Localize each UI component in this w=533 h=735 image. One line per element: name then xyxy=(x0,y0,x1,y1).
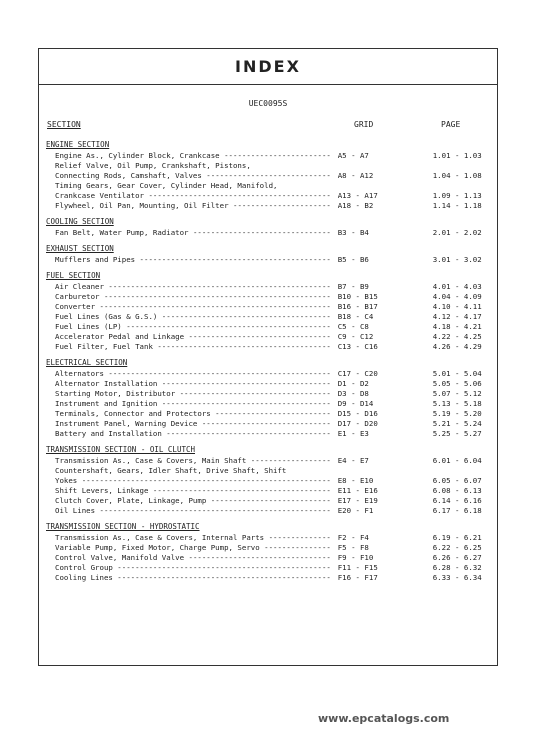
entry-page: 4.10 - 4.11 xyxy=(432,302,482,311)
entry-grid: A13 - A17 xyxy=(337,191,378,200)
index-row xyxy=(39,201,497,211)
entry-label: Cooling Lines ----- xyxy=(39,573,330,583)
entry-label: Control Valve, Manifold Valve ----- xyxy=(39,553,330,563)
entry-grid: E1 - E3 xyxy=(337,429,369,438)
entry-label: Mufflers and Pipes ----- xyxy=(39,255,330,265)
entry-grid: E20 - F1 xyxy=(337,506,374,515)
entry-page: 1.01 - 1.03 xyxy=(432,151,482,160)
index-row xyxy=(39,312,497,322)
entry-page: 5.25 - 5.27 xyxy=(432,429,482,438)
index-row xyxy=(39,409,497,419)
entry-page: 5.13 - 5.18 xyxy=(432,399,482,408)
index-row xyxy=(39,228,497,238)
section-heading: ELECTRICAL SECTION xyxy=(46,358,128,367)
entry-label: Control Group ----- xyxy=(39,563,330,573)
section-heading: COOLING SECTION xyxy=(46,217,114,226)
index-row xyxy=(39,282,497,292)
entry-page: 6.05 - 6.07 xyxy=(432,476,482,485)
index-row xyxy=(39,389,497,399)
index-row xyxy=(39,533,497,543)
entry-grid: D9 - D14 xyxy=(337,399,374,408)
index-row xyxy=(39,369,497,379)
entry-grid: A18 - B2 xyxy=(337,201,374,210)
index-row xyxy=(39,191,497,201)
entry-page: 2.01 - 2.02 xyxy=(432,228,482,237)
entry-page: 4.22 - 4.25 xyxy=(432,332,482,341)
entry-label: Crankcase Ventilator ----- xyxy=(39,191,330,201)
entry-grid: A5 - A7 xyxy=(337,151,369,160)
index-row xyxy=(39,543,497,553)
index-list xyxy=(39,139,497,583)
index-row xyxy=(39,161,497,171)
entry-grid: B18 - C4 xyxy=(337,312,374,321)
entry-label: Transmission As., Case & Covers, Internal Parts ----- xyxy=(39,533,330,543)
index-row xyxy=(39,399,497,409)
entry-grid: E8 - E10 xyxy=(337,476,374,485)
entry-grid: F9 - F10 xyxy=(337,553,374,562)
entry-label: Instrument and Ignition ----- xyxy=(39,399,330,409)
entry-page: 4.18 - 4.21 xyxy=(432,322,482,331)
entry-page: 4.26 - 4.29 xyxy=(432,342,482,351)
section-heading: TRANSMISSION SECTION - OIL CLUTCH xyxy=(46,445,196,454)
entry-grid: E4 - E7 xyxy=(337,456,369,465)
entry-grid: B5 - B6 xyxy=(337,255,369,264)
entry-grid xyxy=(330,161,418,171)
entry-grid xyxy=(330,466,418,476)
entry-label: Connecting Rods, Camshaft, Valves ----- xyxy=(39,171,330,181)
entry-label: Carburetor ----- xyxy=(39,292,330,302)
entry-page: 5.01 - 5.04 xyxy=(432,369,482,378)
entry-grid: C13 - C16 xyxy=(337,342,378,351)
entry-page: 4.12 - 4.17 xyxy=(432,312,482,321)
entry-page: 6.17 - 6.18 xyxy=(432,506,482,515)
index-row xyxy=(39,302,497,312)
entry-label: Countershaft, Gears, Idler Shaft, Drive Shaft, Shift xyxy=(55,466,287,475)
entry-label: Starting Motor, Distributor ----- xyxy=(39,389,330,399)
entry-grid: B10 - B15 xyxy=(337,292,378,301)
entry-page xyxy=(417,466,497,476)
entry-page: 6.14 - 6.16 xyxy=(432,496,482,505)
index-row xyxy=(39,342,497,352)
entry-label: Engine As., Cylinder Block, Crankcase ----- xyxy=(39,151,330,161)
entry-label: Battery and Installation ----- xyxy=(39,429,330,439)
entry-page xyxy=(417,181,497,191)
entry-label: Relief Valve, Oil Pump, Crankshaft, Pistons, xyxy=(55,161,251,170)
index-row xyxy=(39,379,497,389)
entry-label: Variable Pump, Fixed Motor, Charge Pump, Servo ----- xyxy=(39,543,330,553)
index-row xyxy=(39,573,497,583)
entry-grid: D3 - D8 xyxy=(337,389,369,398)
entry-page: 3.01 - 3.02 xyxy=(432,255,482,264)
entry-label: Air Cleaner ----- xyxy=(39,282,330,292)
entry-page: 6.08 - 6.13 xyxy=(432,486,482,495)
entry-page: 4.01 - 4.03 xyxy=(432,282,482,291)
index-frame xyxy=(38,48,498,666)
index-row xyxy=(39,332,497,342)
entry-page: 5.21 - 5.24 xyxy=(432,419,482,428)
entry-page: 1.14 - 1.18 xyxy=(432,201,482,210)
page-title: INDEX xyxy=(235,57,301,76)
watermark: www.epcatalogs.com xyxy=(318,712,450,725)
entry-grid: F11 - F15 xyxy=(337,563,378,572)
entry-page: 6.33 - 6.34 xyxy=(432,573,482,582)
index-row xyxy=(39,496,497,506)
index-row xyxy=(39,506,497,516)
entry-page: 6.01 - 6.04 xyxy=(432,456,482,465)
entry-label: Oil Lines ----- xyxy=(39,506,330,516)
index-row xyxy=(39,466,497,476)
entry-page: 6.26 - 6.27 xyxy=(432,553,482,562)
index-row xyxy=(39,553,497,563)
entry-grid: E11 - E16 xyxy=(337,486,378,495)
section-heading: EXHAUST SECTION xyxy=(46,244,114,253)
entry-label: Timing Gears, Gear Cover, Cylinder Head, Manifold, xyxy=(55,181,278,190)
index-row xyxy=(39,476,497,486)
entry-label: Alternator Installation ----- xyxy=(39,379,330,389)
entry-grid: F16 - F17 xyxy=(337,573,378,582)
entry-grid: B16 - B17 xyxy=(337,302,378,311)
entry-label: Clutch Cover, Plate, Linkage, Pump ----- xyxy=(39,496,330,506)
index-row xyxy=(39,486,497,496)
index-row xyxy=(39,255,497,265)
entry-grid: B7 - B9 xyxy=(337,282,369,291)
entry-label: Fuel Lines (Gas & G.S.) ----- xyxy=(39,312,330,322)
section-column-header: SECTION xyxy=(47,120,81,129)
index-row xyxy=(39,171,497,181)
entry-grid: D17 - D20 xyxy=(337,419,378,428)
entry-grid: B3 - B4 xyxy=(337,228,369,237)
index-row xyxy=(39,419,497,429)
entry-label: Yokes ----- xyxy=(39,476,330,486)
entry-page: 6.28 - 6.32 xyxy=(432,563,482,572)
entry-page: 5.19 - 5.20 xyxy=(432,409,482,418)
entry-label: Alternators ----- xyxy=(39,369,330,379)
entry-label: Fuel Lines (LP) ----- xyxy=(39,322,330,332)
index-row xyxy=(39,563,497,573)
entry-label: Transmission As., Case & Covers, Main Shaft ----- xyxy=(39,456,330,466)
entry-grid: E17 - E19 xyxy=(337,496,378,505)
entry-grid: C9 - C12 xyxy=(337,332,374,341)
entry-page: 5.07 - 5.12 xyxy=(432,389,482,398)
section-heading: ENGINE SECTION xyxy=(46,140,110,149)
entry-grid: F5 - F8 xyxy=(337,543,369,552)
entry-label: Converter ----- xyxy=(39,302,330,312)
entry-grid: A8 - A12 xyxy=(337,171,374,180)
entry-label: Terminals, Connector and Protectors ----- xyxy=(39,409,330,419)
index-row xyxy=(39,181,497,191)
section-heading: FUEL SECTION xyxy=(46,271,101,280)
entry-page: 4.04 - 4.09 xyxy=(432,292,482,301)
entry-label: Fuel Filter, Fuel Tank ----- xyxy=(39,342,330,352)
index-row xyxy=(39,292,497,302)
document-code: UEC0095S xyxy=(248,99,288,108)
entry-label: Shift Levers, Linkage ----- xyxy=(39,486,330,496)
index-row xyxy=(39,456,497,466)
entry-page xyxy=(417,161,497,171)
entry-label: Accelerator Pedal and Linkage ----- xyxy=(39,332,330,342)
index-row xyxy=(39,429,497,439)
entry-label: Fan Belt, Water Pump, Radiator ----- xyxy=(39,228,330,238)
index-row xyxy=(39,322,497,332)
entry-grid: D15 - D16 xyxy=(337,409,378,418)
entry-page: 5.05 - 5.06 xyxy=(432,379,482,388)
entry-grid: D1 - D2 xyxy=(337,379,369,388)
entry-page: 1.04 - 1.08 xyxy=(432,171,482,180)
title-bar xyxy=(39,49,497,85)
grid-column-header: GRID xyxy=(354,120,374,129)
entry-grid: C5 - C8 xyxy=(337,322,369,331)
page-column-header: PAGE xyxy=(441,120,461,129)
entry-grid xyxy=(330,181,418,191)
entry-page: 6.22 - 6.25 xyxy=(432,543,482,552)
entry-grid: F2 - F4 xyxy=(337,533,369,542)
entry-page: 1.09 - 1.13 xyxy=(432,191,482,200)
section-heading: TRANSMISSION SECTION - HYDROSTATIC xyxy=(46,522,200,531)
index-row xyxy=(39,151,497,161)
entry-label: Flywheel, Oil Pan, Mounting, Oil Filter ----- xyxy=(39,201,330,211)
entry-grid: C17 - C20 xyxy=(337,369,378,378)
entry-label: Instrument Panel, Warning Device ----- xyxy=(39,419,330,429)
entry-page: 6.19 - 6.21 xyxy=(432,533,482,542)
